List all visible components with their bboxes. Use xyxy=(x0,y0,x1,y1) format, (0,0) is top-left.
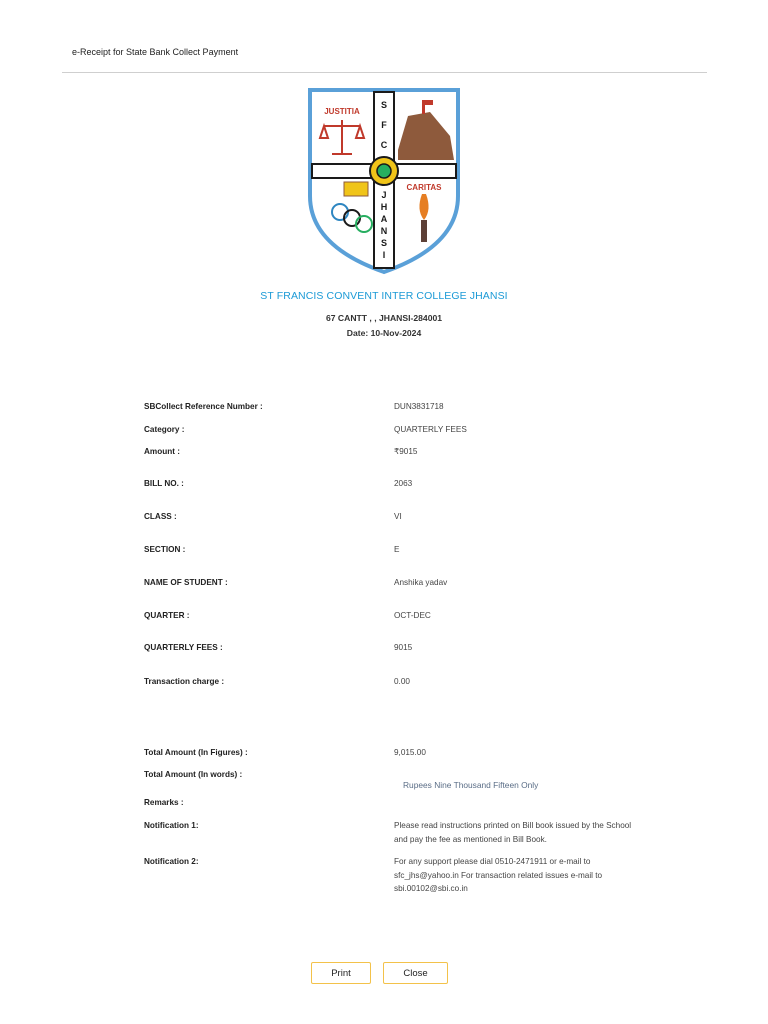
svg-text:C: C xyxy=(380,140,388,150)
school-name: ST FRANCIS CONVENT INTER COLLEGE JHANSI xyxy=(260,290,508,302)
svg-text:J: J xyxy=(381,190,387,200)
value-section: E xyxy=(394,545,400,554)
label-notification-1: Notification 1: xyxy=(144,821,199,830)
book-icon xyxy=(344,182,368,196)
value-notification-1: Please read instructions printed on Bill book issued by the School and pay the fee as mentioned in Bill Book. xyxy=(394,821,632,844)
value-category: QUARTERLY FEES xyxy=(394,425,467,434)
svg-text:N: N xyxy=(380,226,388,236)
value-notification-2: For any support please dial 0510-2471911 or e-mail to sfc_jhs@yahoo.in For transaction related issues e-mail to sbi.00102@sbi.co.in xyxy=(394,857,603,893)
label-section: SECTION : xyxy=(144,545,186,554)
value-total-figures: 9,015.00 xyxy=(394,748,426,757)
label-reference-number: SBCollect Reference Number : xyxy=(144,402,263,411)
label-total-words: Total Amount (In words) : xyxy=(144,770,243,779)
value-class: VI xyxy=(394,512,402,521)
label-category: Category : xyxy=(144,425,185,434)
svg-text:I: I xyxy=(382,250,386,260)
value-transaction-charge: 0.00 xyxy=(394,677,410,686)
value-student-name: Anshika yadav xyxy=(394,578,448,587)
svg-text:F: F xyxy=(381,120,387,130)
value-quarterly-fees: 9015 xyxy=(394,643,413,652)
label-total-figures: Total Amount (In Figures) : xyxy=(144,748,248,757)
school-address: 67 CANTT , , JHANSI-284001 xyxy=(325,313,443,323)
label-notification-2: Notification 2: xyxy=(144,857,199,866)
value-bill-no: 2063 xyxy=(394,479,413,488)
page-title: e-Receipt for State Bank Collect Payment xyxy=(72,47,239,57)
value-amount: ₹9015 xyxy=(394,447,418,456)
header-divider xyxy=(62,72,707,73)
svg-text:H: H xyxy=(380,202,388,212)
school-crest-logo xyxy=(304,86,464,276)
svg-text:A: A xyxy=(380,214,388,224)
label-quarterly-fees: QUARTERLY FEES : xyxy=(144,643,223,652)
value-reference-number: DUN3831718 xyxy=(394,402,444,411)
label-class: CLASS : xyxy=(144,512,177,521)
label-student-name: NAME OF STUDENT : xyxy=(144,578,228,587)
print-button[interactable]: Print xyxy=(311,962,371,984)
crest-motto-caritas: CARITAS xyxy=(406,183,442,192)
receipt-date: Date: 10-Nov-2024 xyxy=(346,328,422,338)
label-remarks: Remarks : xyxy=(144,798,184,807)
label-bill-no: BILL NO. : xyxy=(144,479,184,488)
value-total-words: Rupees Nine Thousand Fifteen Only xyxy=(403,780,539,790)
close-button[interactable]: Close xyxy=(383,962,448,984)
label-transaction-charge: Transaction charge : xyxy=(144,677,225,686)
label-amount: Amount : xyxy=(144,447,180,456)
svg-text:S: S xyxy=(380,238,388,248)
label-quarter: QUARTER : xyxy=(144,611,190,620)
value-quarter: OCT-DEC xyxy=(394,611,431,620)
svg-text:S: S xyxy=(380,100,388,110)
crest-motto-justitia: JUSTITIA xyxy=(324,107,360,116)
